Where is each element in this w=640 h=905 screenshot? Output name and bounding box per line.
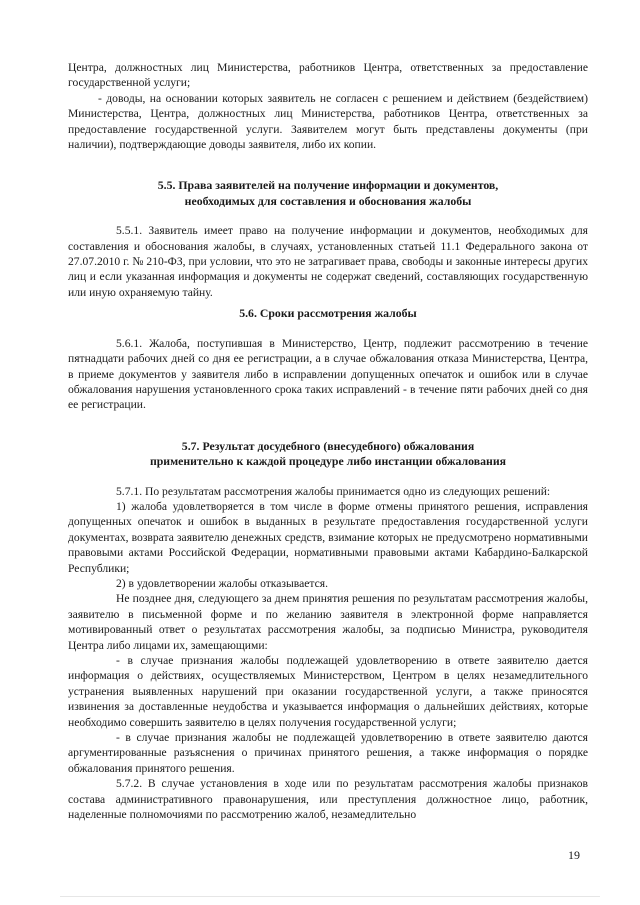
- paragraph-5-6-1: 5.6.1. Жалоба, поступившая в Министерство, Центр, подлежит рассмотрению в течение пятнадцати рабочих дней со дня ее регистрации, а в случае обжалования отказа Министерства, Центра, в приеме документов у заявителя либо в исправлении допущенных опечаток и ошибок или в случае обжалования нарушения установленного срока таких исправлений - в течение пяти рабочих дней со дня ее регистрации.: [68, 336, 588, 412]
- spacer: [68, 470, 588, 484]
- spacer: [68, 413, 588, 439]
- section-5-5-heading: [68, 178, 588, 209]
- spacer: [68, 152, 588, 178]
- paragraph-case-rejected: - в случае признания жалобы не подлежащей удовлетворению в ответе заявителю даются аргументированные разъяснения о причинах принятого решения, а также информация о порядке обжалования принятого решения.: [68, 731, 588, 775]
- section-5-7-heading: [68, 439, 588, 470]
- spacer: [68, 209, 588, 223]
- paragraph-5-7-1: 5.7.1. По результатам рассмотрения жалобы принимается одно из следующих решений:: [116, 484, 551, 498]
- paragraph-5-7-1-item-2: 2) в удовлетворении жалобы отказывается.: [116, 576, 328, 590]
- section-5-7-heading-line2: применительно к каждой процедуре либо инстанции обжалования: [149, 454, 507, 469]
- paragraph-5-7-2: 5.7.2. В случае установления в ходе или по результатам рассмотрения жалобы признаков состава административного правонарушения, или преступления должностное лицо, работник, наделенные полномочиями по рассмотрению жалоб, незамедлительно: [68, 777, 588, 822]
- paragraph-case-satisfied: - в случае признания жалобы подлежащей удовлетворению в ответе заявителю дается информация о действиях, осуществляемых Министерством, Центром в целях незамедлительного устранения выявленных нарушений при оказании государственной услуги, а также приносятся извинения за доставленные неудобства и указывается информация о дальнейших действиях, которые необходимо совершить заявителю в целях получения государственной услуги;: [68, 654, 588, 729]
- section-5-6-heading: 5.6. Сроки рассмотрения жалобы: [239, 306, 417, 321]
- spacer: [68, 322, 588, 336]
- paragraph-response-deadline: Не позднее дня, следующего за днем принятия решения по результатам рассмотрения жалобы, заявителю в письменной форме и по желанию заявителя в электронной форме направляется мотивированный ответ о результатах рассмотрения жалобы, за подписью Министра, руководителя Центра либо лицами их, замещающими:: [68, 592, 588, 652]
- paragraph-5-7-1-item-1: 1) жалоба удовлетворяется в том числе в форме отмены принятого решения, исправления допущенных опечаток и ошибок в выданных в результате предоставления государственной услуги документах, возврата заявителю денежных средств, взимание которых не предусмотрено нормативными правовыми актами Российской Федерации, нормативными правовыми актами Кабардино-Балкарской Республики;: [68, 499, 588, 575]
- page-number: 19: [568, 848, 580, 862]
- section-5-5-heading-line1: 5.5. Права заявителей на получение информации и документов,: [157, 178, 499, 193]
- section-5-7-heading-line1: 5.7. Результат досудебного (внесудебного) обжалования: [181, 438, 475, 453]
- paragraph-arguments: - доводы, на основании которых заявитель не согласен с решением и действием (бездействием) Министерства, Центра, должностных лиц Министерства, работников Центра, ответственных за предоставление государственной услуги. Заявителем могут быть представлены документы (при наличии), подтверждающие доводы заявителя, либо их копии.: [68, 91, 588, 152]
- section-5-5-heading-line2: необходимых для составления и обоснования жалобы: [184, 193, 472, 208]
- paragraph-continuation: Центра, должностных лиц Министерства, работников Центра, ответственных за предоставление государственной услуги;: [68, 61, 588, 90]
- page-edge-divider: [60, 896, 600, 897]
- paragraph-5-5-1: 5.5.1. Заявитель имеет право на получение информации и документов, необходимых для составления и обоснования жалобы, в случаях, установленных статьей 11.1 Федерального закона от 27.07.2010 г. № 210-ФЗ, при условии, что это не затрагивает права, свободы и законные интересы других лиц и если указанная информация и документы не содержат сведений, составляющих государственную или иную охраняемую тайну.: [68, 224, 588, 299]
